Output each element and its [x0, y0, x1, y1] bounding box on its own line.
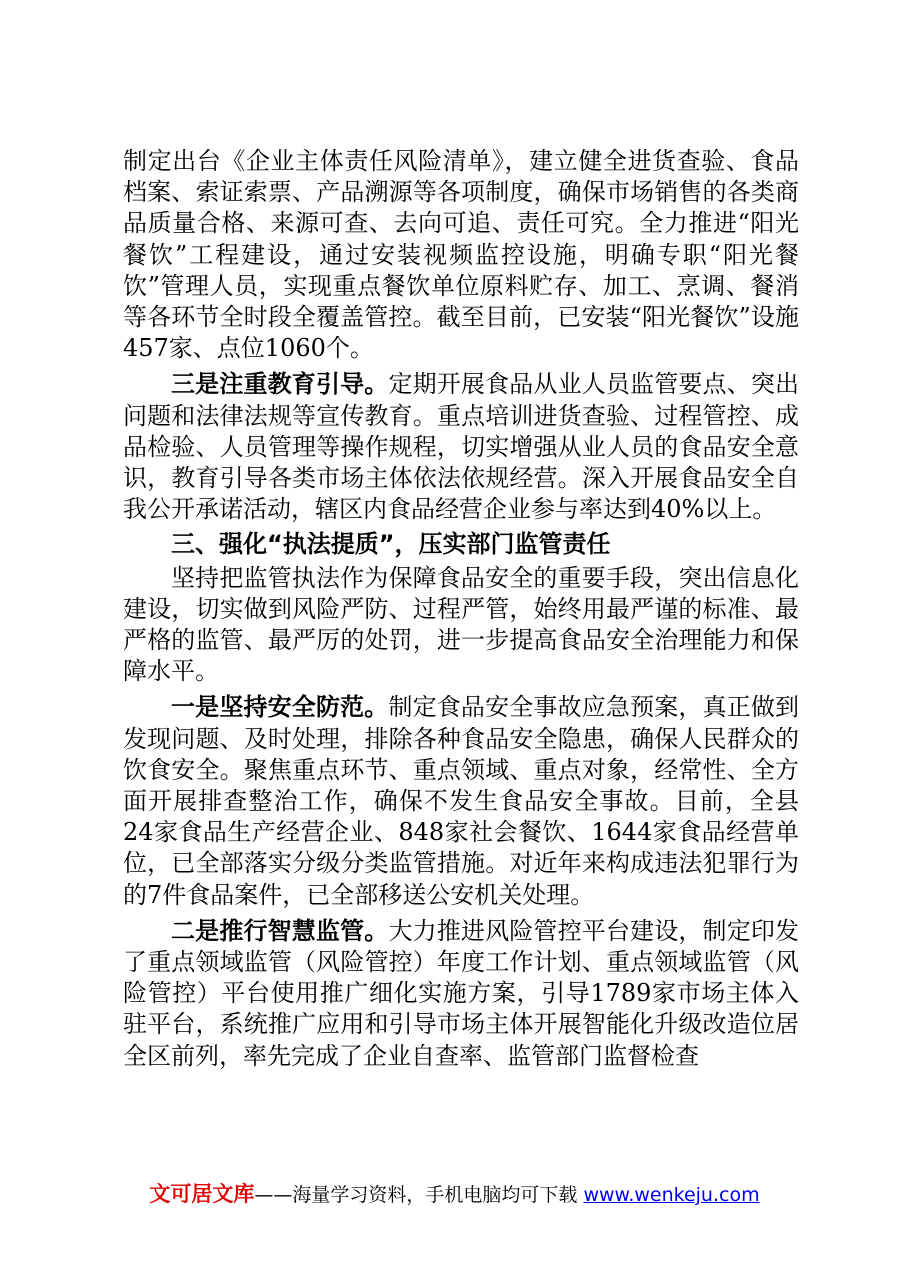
paragraph-text: 坚持把监管执法作为保障食品安全的重要手段，突出信息化建设，切实做到风险严防、过程严管，始终用最严谨的标准、最严格的监管、最严厉的处罚，进一步提高食品安全治理能力和保障水平。 — [123, 563, 799, 686]
footer-website-link[interactable]: www.wenkeju.com — [583, 1184, 760, 1206]
paragraph-smart-supervision — [123, 915, 799, 1072]
paragraph-lead: 二是推行智慧监管。 — [171, 915, 389, 945]
paragraph-text: 定期开展食品从业人员监管要点、突出问题和法律法规等宣传教育。重点培训进货查验、过程管控、成品检验、人员管理等操作规程，切实增强从业人员的食品安全意识，教育引导各类市场主体依法依规经营。深入开展食品安全自我公开承诺活动，辖区内食品经营企业参与率达到40%以上。 — [123, 370, 800, 524]
paragraph-text: 制定食品安全事故应急预案，真正做到发现问题、及时处理，排除各种食品安全隐患，确保人民群众的饮食安全。聚焦重点环节、重点领域、重点对象，经常性、全方面开展排查整治工作，确保不发生食品安全事故。目前，全县24家食品生产经营企业、848家社会餐饮、1644家食品经营单位，已全部落实分级分类监管措施。对近年来构成违法犯罪行为的7件食品案件，已全部移送公安机关处理。 — [123, 693, 800, 909]
footer-banner — [0, 1180, 909, 1209]
paragraph-lead: 三是注重教育引导。 — [171, 369, 389, 399]
section-heading: 三、强化“执法提质”，压实部门监管责任 — [171, 530, 611, 559]
footer-dash: —— — [254, 1184, 293, 1206]
footer-description: 海量学习资料，手机电脑均可下载 — [292, 1184, 578, 1206]
paragraph-text: 大力推进风险管控平台建设，制定印发了重点领域监管（风险管控）年度工作计划、重点领域监管（风险管控）平台使用推广细化实施方案，引导1789家市场主体入驻平台，系统推广应用和引导市场主体开展智能化升级改造位居全区前列，率先完成了企业自查率、监管部门监督检查 — [123, 916, 800, 1070]
paragraph-text: 制定出台《企业主体责任风险清单》，建立健全进货查验、食品档案、索证索票、产品溯源等各项制度，确保市场销售的各类商品质量合格、来源可查、去向可追、责任可究。全力推进“阳光餐饮”工程建设，通过安装视频监控设施，明确专职“阳光餐饮”管理人员，实现重点餐饮单位原料贮存、加工、烹调、餐消等各环节全时段全覆盖管控。截至目前，已安装“阳光餐饮”设施457家、点位1060个。 — [123, 147, 799, 363]
paragraph-continuation — [123, 146, 799, 364]
document-body — [123, 146, 799, 1076]
paragraph-intro — [123, 563, 799, 688]
paragraph-lead: 一是坚持安全防范。 — [171, 692, 389, 722]
paragraph-safety — [123, 691, 799, 910]
footer-brand: 文可居文库 — [149, 1182, 255, 1206]
paragraph-education — [123, 368, 799, 525]
